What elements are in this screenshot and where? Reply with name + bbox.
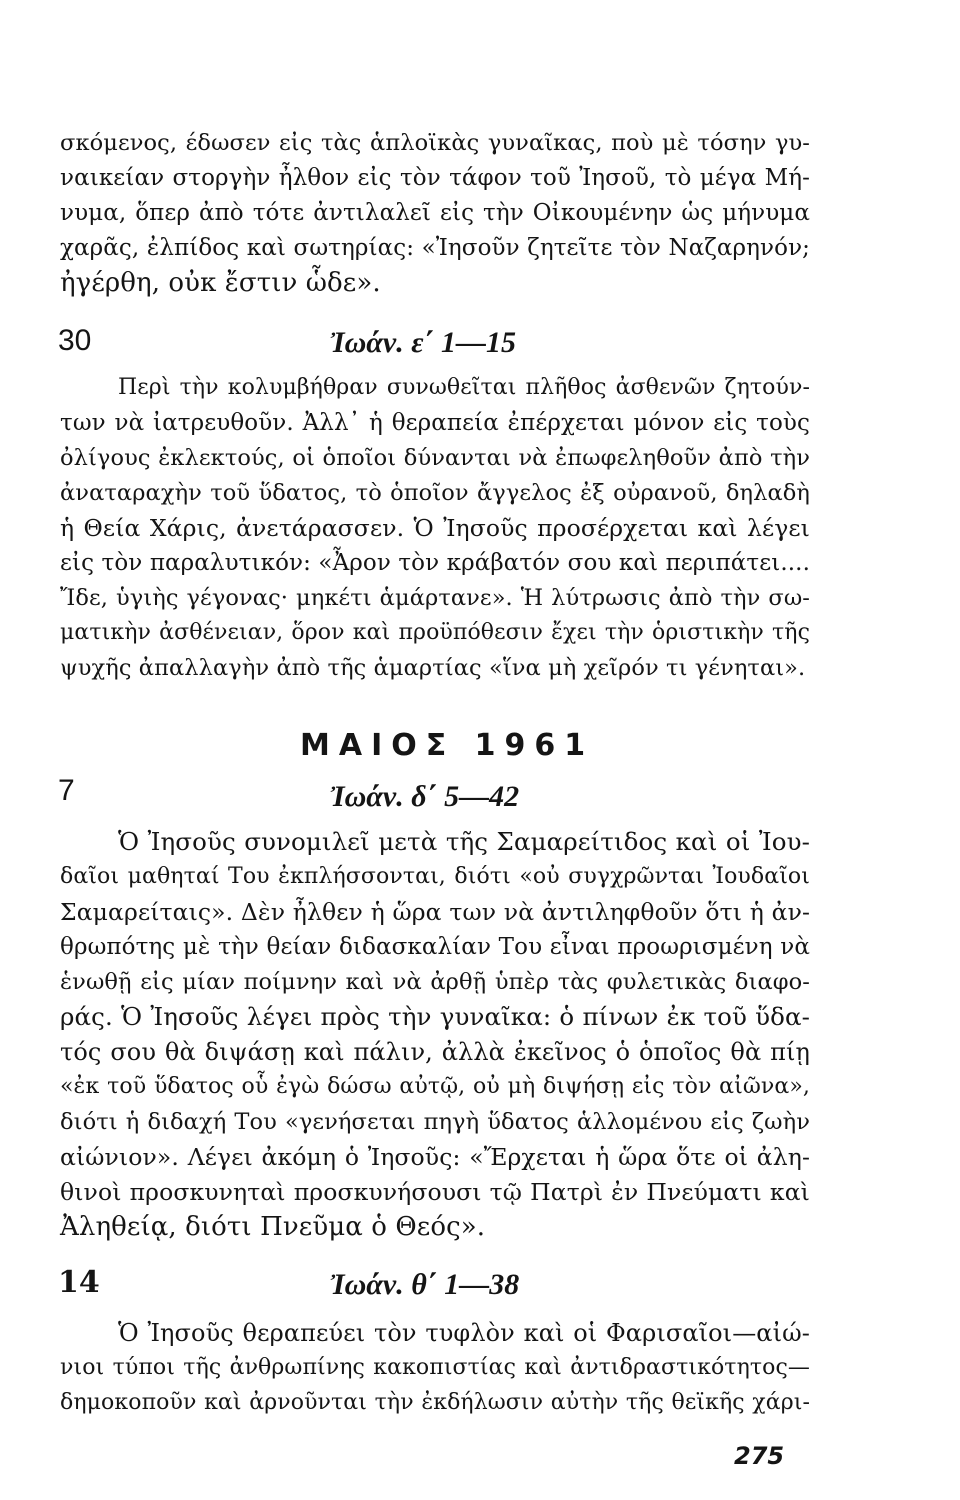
scripture-reference: Ἰωάν. θ΄ 1—38 bbox=[330, 1268, 520, 1301]
page-number: 275 bbox=[734, 1442, 785, 1470]
text-line: τός σου θὰ διψάσῃ καὶ πάλιν, ἀλλὰ ἐκεῖνος ὁ ὁποῖος θὰ πίῃ bbox=[60, 1038, 810, 1066]
text-line: αἰώνιον». Λέγει ἀκόμη ὁ Ἰησοῦς: «Ἔρχεται ἡ ὥρα ὅτε οἱ ἀλη- bbox=[60, 1143, 810, 1171]
text-line: ἡ Θεία Χάρις, ἀνετάρασσεν. Ὁ Ἰησοῦς προσέρχεται καὶ λέγει bbox=[60, 514, 810, 542]
text-line: δαῖοι μαθηταί Του ἐκπλήσσονται, διότι «οὐ συγχρῶνται Ἰουδαῖοι bbox=[60, 864, 810, 889]
text-line: διότι ἡ διδαχή Του «γενήσεται πηγὴ ὕδατος ἁλλομένου εἰς ζωὴν bbox=[60, 1109, 810, 1135]
text-line: εἰς τὸν παραλυτικόν: «Ἆρον τὸν κράβατόν σου καὶ περιπάτει.... bbox=[60, 550, 810, 576]
text-line: Ἀληθείᾳ, διότι Πνεῦμα ὁ Θεός». bbox=[60, 1212, 486, 1242]
scripture-reference: Ἰωάν. ε΄ 1—15 bbox=[330, 326, 517, 359]
text-line: ἑνωθῇ εἰς μίαν ποίμνην καὶ νὰ ἀρθῇ ὑπὲρ τὰς φυλετικὰς διαφο- bbox=[60, 969, 810, 995]
text-line: Σαμαρείταις». Δὲν ἦλθεν ἡ ὥρα των νὰ ἀντιληφθοῦν ὅτι ἡ ἀν- bbox=[60, 898, 810, 926]
text-line: ἀναταραχὴν τοῦ ὕδατος, τὸ ὁποῖον ἄγγελος ἐξ οὐρανοῦ, δηλαδὴ bbox=[60, 480, 810, 506]
text-line: νυμα, ὅπερ ἀπὸ τότε ἀντιλαλεῖ εἰς τὴν Οἰκουμένην ὡς μήνυμα bbox=[60, 200, 810, 226]
entry-day-number: 30 bbox=[58, 324, 92, 357]
text-line: ματικὴν ἀσθένειαν, ὅρον καὶ προϋπόθεσιν ἔχει τὴν ὁριστικὴν τῆς bbox=[60, 620, 810, 645]
month-heading: ΜΑΙΟΣ 1961 bbox=[300, 728, 595, 763]
entry-day-number: 14 bbox=[58, 1265, 100, 1300]
text-line: των νὰ ἰατρευθοῦν. Ἀλλ᾽ ἡ θεραπεία ἐπέρχεται μόνον εἰς τοὺς bbox=[60, 410, 810, 436]
text-line: ψυχῆς ἀπαλλαγὴν ἀπὸ τῆς ἁμαρτίας «ἵνα μὴ χεῖρόν τι γένηται». bbox=[60, 655, 806, 681]
text-line: ναικείαν στοργὴν ἦλθον εἰς τὸν τάφον τοῦ Ἰησοῦ, τὸ μέγα Μή- bbox=[60, 165, 810, 191]
text-line: «ἐκ τοῦ ὕδατος οὗ ἐγὼ δώσω αὐτῷ, οὐ μὴ διψήσῃ εἰς τὸν αἰῶνα», bbox=[60, 1074, 810, 1099]
text-line: σκόμενος, έδωσεν εἰς τὰς ἁπλοϊκὰς γυναῖκας, ποὺ μὲ τόσην γυ- bbox=[60, 130, 810, 156]
text-line: ράς. Ὁ Ἰησοῦς λέγει πρὸς τὴν γυναῖκα: ὁ πίνων ἐκ τοῦ ὕδα- bbox=[60, 1002, 810, 1031]
text-line: δημοκοποῦν καὶ ἀρνοῦνται τὴν ἐκδήλωσιν αὐτὴν τῆς θεϊκῆς χάρι- bbox=[60, 1390, 810, 1415]
text-line: Ὁ Ἰησοῦς συνομιλεῖ μετὰ τῆς Σαμαρείτιδος καὶ οἱ Ἰου- bbox=[118, 827, 810, 856]
text-line: νιοι τύποι τῆς ἀνθρωπίνης κακοπιστίας καὶ ἀντιδραστικότητος— bbox=[60, 1355, 810, 1380]
entry-day-number: 7 bbox=[58, 774, 75, 807]
text-line: Ὁ Ἰησοῦς θεραπεύει τὸν τυφλὸν καὶ οἱ Φαρισαῖοι—αἰώ- bbox=[118, 1319, 810, 1347]
text-line: θρωπότης μὲ τὴν θείαν διδασκαλίαν Του εἶναι προωρισμένη νὰ bbox=[60, 934, 810, 960]
text-line: Περὶ τὴν κολυμβήθραν συνωθεῖται πλῆθος ἀσθενῶν ζητούν- bbox=[118, 375, 810, 400]
text-line: θινοὶ προσκυνηταὶ προσκυνήσουσι τῷ Πατρὶ ἐν Πνεύματι καὶ bbox=[60, 1178, 810, 1206]
text-line: Ἴδε, ὑγιὴς γέγονας· μηκέτι ἁμάρτανε». Ἡ λύτρωσις ἀπὸ τὴν σω- bbox=[60, 585, 810, 611]
text-line: ἠγέρθη, οὐκ ἔστιν ὧδε». bbox=[60, 268, 381, 298]
text-line: χαρᾶς, ἐλπίδος καὶ σωτηρίας: «Ἰησοῦν ζητεῖτε τὸν Ναζαρηνόν; bbox=[60, 235, 810, 261]
scripture-reference: Ἰωάν. δ΄ 5—42 bbox=[330, 780, 520, 813]
text-line: ὀλίγους ἐκλεκτούς, οἱ ὁποῖοι δύνανται νὰ ἐπωφεληθοῦν ἀπὸ τὴν bbox=[60, 445, 810, 471]
